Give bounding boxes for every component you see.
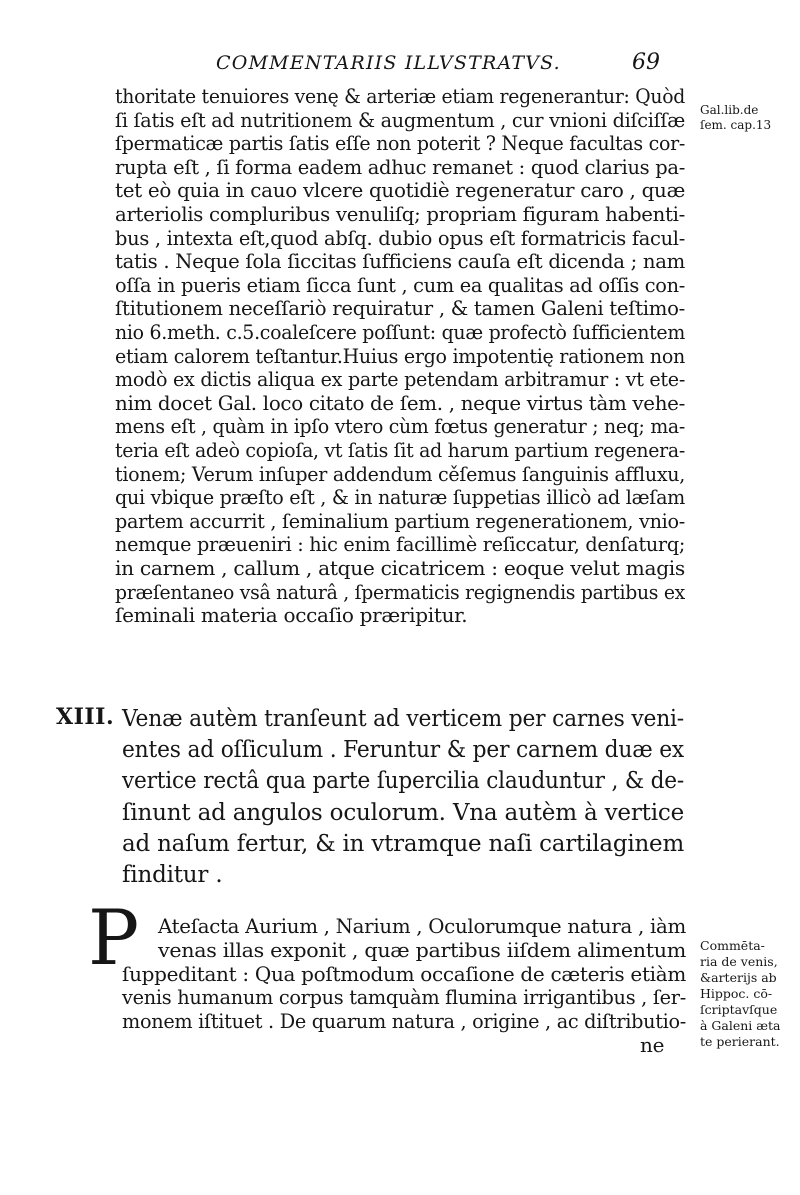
text-line: tet eò quia in cauo vlcere quotidiè regeneratur caro , quæ [115,178,685,203]
text-line: rupta eſt , ſi forma eadem adhuc remanet : quod clarius pa- [115,154,685,179]
text-line: tionem; Verum inſuper addendum cěſemus ſanguinis affluxu, [115,461,686,486]
text-line: thoritate tenuiores venę & arteriæ etiam regenerantur: Quòd [115,84,686,108]
text-line: teria eſt adeò copioſa, vt ſatis ſit ad harum partium regenera- [115,438,685,462]
margin-note-line: ria de venis, [700,954,778,969]
margin-note-line: te perierant. [700,1034,780,1049]
text-line: venas illas exponit , quæ partibus iiſdem alimentum [158,937,686,962]
drop-cap: P [88,893,140,982]
text-line: ad naſum fertur, & in vtramque naſi cartilaginem [122,830,685,857]
text-line: venis humanum corpus tamquàm flumina irrigantibus , ſer- [122,985,686,1010]
text-line: ſpermaticæ partis ſatis eſſe non poterit ? Neque facultas cor- [115,131,686,156]
page-number: 69 [632,50,660,75]
text-line: ne [640,1033,665,1057]
text-line: in carnem , callum , atque cicatricem : eoque velut magis [115,556,685,580]
text-line: etiam calorem teſtantur.Huius ergo impotentię rationem non [115,343,685,368]
margin-note-line: Gal.lib.de [700,103,759,117]
text-line: nio 6.meth. c.5.coaleſcere poſſunt: quæ profectò ſufficientem [115,320,686,344]
text-line: ſuppeditant : Qua poſtmodum occaſione de cæteris etiàm [122,961,687,986]
text-line: ſi ſatis eſt ad nutritionem & augmentum , cur vnioni diſciſſæ [115,107,685,132]
text-line: finditur . [122,862,223,888]
running-title: COMMENTARIIS ILLVSTRATVS. [216,52,561,74]
text-line: oſſa in pueris etiam ſicca ſunt , cum ea qualitas ad oſſis con- [115,272,686,297]
margin-note-line: &arterijs ab [700,970,777,985]
text-line: partem accurrit , ſeminalium partium regenerationem, vnio- [115,508,685,533]
running-head [180,50,660,82]
text-line: mens eſt , quàm in ipſo vtero cùm fœtus generatur ; neq; ma- [115,414,685,439]
margin-note-top [700,103,771,133]
text-line: vertice rectâ qua parte ſupercilia clauduntur , & de- [122,768,685,795]
margin-note-line: ſcriptavſque [700,1002,778,1017]
margin-note-bottom [700,938,781,1050]
margin-note-line: Commēta- [700,938,765,953]
margin-note-line: à Galeni æta [700,1018,781,1033]
text-line: nim docet Gal. loco citato de ſem. , neque virtus tàm vehe- [115,390,685,415]
text-line: entes ad oſſiculum . Feruntur & per carnem duæ ex [122,737,684,764]
text-line: præſentaneo vsâ naturâ , ſpermaticis regignendis partibus ex [115,579,686,604]
text-line: monem iſtituet . De quarum natura , origine , ac diſtributio- [122,1009,686,1034]
text-line: Ateſacta Aurium , Narium , Oculorumque natura , iàm [158,914,687,938]
text-line: modò ex dictis aliqua ex parte petendam arbitramur : vt ete- [115,367,686,392]
text-line: Venæ autèm tranſeunt ad verticem per carnes veni- [122,706,684,732]
margin-note-line: Hippoc. cō- [700,986,773,1001]
text-line: ſtitutionem neceſſariò requiratur , & tamen Galeni teſtimo- [115,296,685,321]
text-line: qui vbique præſto eſt , & in naturæ ſuppetias illicò ad læſam [115,485,686,510]
text-line: arteriolis compluribus venuliſq; propriam figuram habenti- [115,202,685,226]
text-line: nemque præueniri : hic enim facillimè reſiccatur, denſaturq; [115,532,686,557]
text-line: ſinunt ad angulos oculorum. Vna autèm à vertice [122,799,685,826]
text-line: ſeminali materia occaſio præripitur. [115,603,468,628]
text-line: tatis . Neque ſola ſiccitas ſufficiens cauſa eſt dicenda ; nam [115,249,686,274]
text-line: bus , intexta eſt,quod abſq. dubio opus eſt formatricis facul- [115,225,685,250]
section-number: XIII. [56,704,115,730]
margin-note-line: ſem. cap.13 [700,118,772,132]
